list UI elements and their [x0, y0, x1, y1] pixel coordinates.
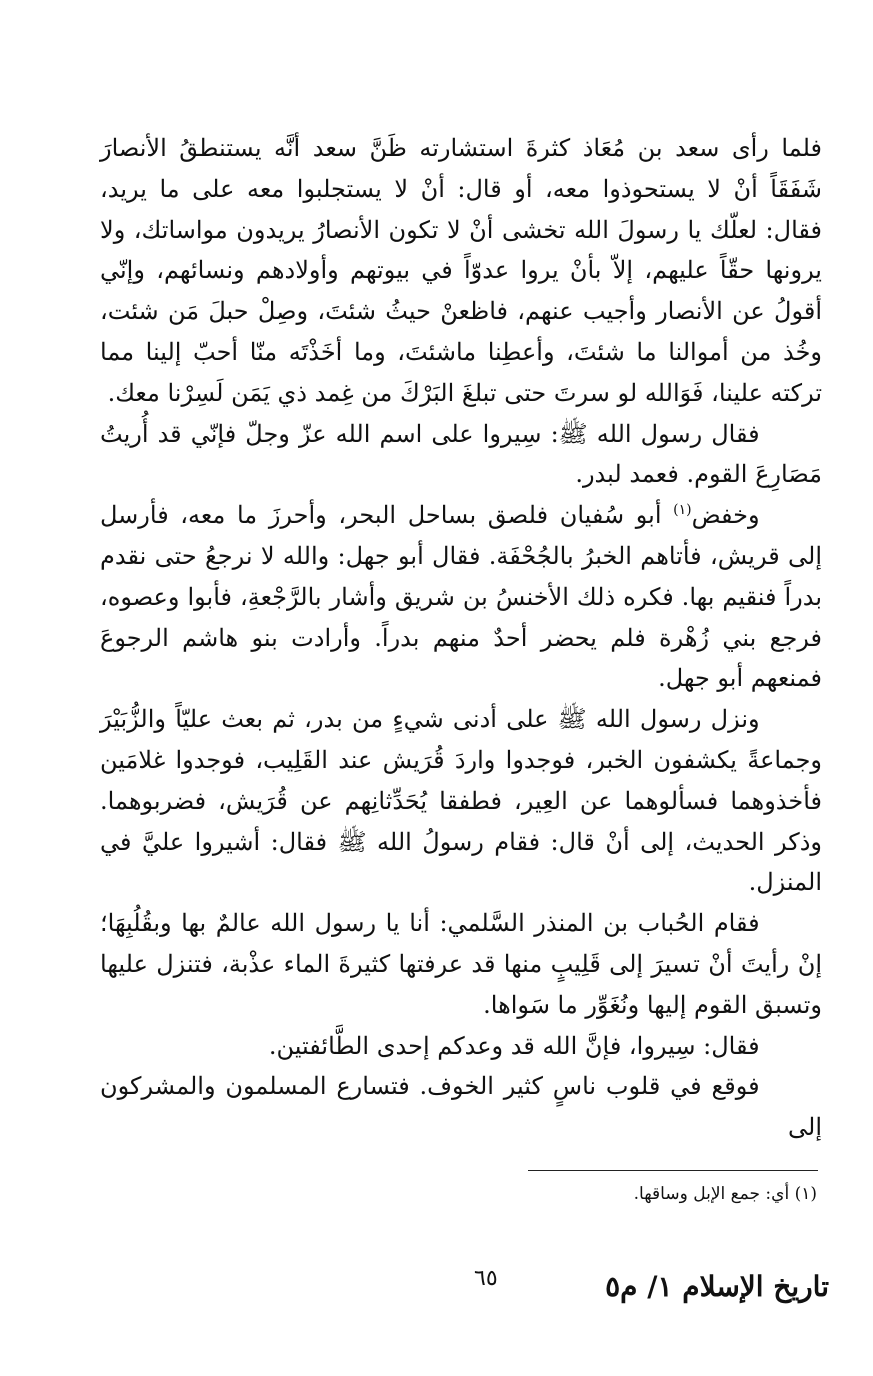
paragraph-3-text: أبو سُفيان فلصق بساحل البحر، وأحرزَ ما معه، فأرسل إلى قريش، فأتاهم الخبرُ بالجُحْفَة. فقال أبو جهل: والله لا نرجعُ حتى نقدم بدراً فنقيم بها. فكره ذلك الأخنسُ بن شريق وأشار بالرَّجْعةِ، فأبوا وعصوه، فرجع بني زُهْرة فلم يحضر أحدٌ منهم بدراً. وأرادت بنو هاشم الرجوعَ فمنعهم أبو جهل.	[100, 501, 822, 693]
paragraph-3	[100, 495, 822, 699]
paragraph-2: فقال رسول الله ﷺ: سِيروا على اسم الله عزّ وجلّ فإنّي قد أُريتُ مَصَارِعَ القوم. فعمد لبدر.	[100, 419, 822, 489]
paragraph-3-lead: وخفض	[691, 501, 760, 530]
page-number: ٦٥	[474, 1266, 498, 1291]
footnote-divider	[528, 1170, 818, 1171]
paragraph-5: فقام الحُباب بن المنذر السَّلمي: أنا يا رسول الله عالمٌ بها وبقُلُبِهَا؛ إنْ رأيتَ أنْ تسيرَ إلى قَلِيبٍ منها قد عرفتها كثيرةَ الماء عذْبة، فتنزل عليها وتسبق القوم إليها ونُغَوِّر ما سَواها.	[100, 909, 823, 1019]
paragraph-1: فلما رأى سعد بن مُعَاذ كثرةَ استشارته ظَنَّ سعد أنَّه يستنطقُ الأنصارَ شَفَقَاً أنْ لا يستحوذوا معه، أو قال: أنْ لا يستجلبوا معه على ما يريد، فقال: لعلّك يا رسولَ الله تخشى أنْ لا تكون الأنصارُ يريدون مواساتك، ولا يرونها حقّاً عليهم، إلاّ بأنْ يروا عدوّاً في بيوتهم وأولادهم ونسائهم، وإنّي أقولُ عن الأنصار وأجيب عنهم، فاظعنْ حيثُ شئتَ، وصِلْ حبلَ مَن شئت، وخُذ من أموالنا ما شئتَ، وأعطِنا ماشئتَ، وما أخَذْتَه منّا أحبّ إلينا مما تركته علينا، فَوَالله لو سرتَ حتى تبلغَ البَرْكَ من غِمد ذي يَمَن لَسِرْنا معك.	[100, 134, 822, 407]
paragraph-6: فقال: سِيروا، فإنَّ الله قد وعدكم إحدى الطَّائفتين.	[268, 1031, 760, 1060]
paragraph-7: فوقع في قلوب ناسٍ كثير الخوف. فتسارع المسلمون والمشركون إلى	[100, 1072, 822, 1142]
book-signature: تاريخ الإسلام ١/ م٥	[605, 1270, 829, 1303]
footnote-marker: (١)	[673, 502, 692, 519]
footnote: (١) أي: جمع الإبل وساقها.	[633, 1184, 817, 1204]
paragraph-4: ونزل رسول الله ﷺ على أدنى شيءٍ من بدر، ثم بعث عليّاً والزُّبَيْرَ وجماعةً يكشفون الخبر، فوجدوا واردَ قُرَيش عند القَلِيب، فوجدوا غلامَين فأخذوهما فسألوهما عن العِير، فطفقا يُحَدِّثانِهم عن قُرَيش، فضربوهما. وذكر الحديث، إلى أنْ قال: فقام رسولُ الله ﷺ فقال: أشيروا عليَّ في المنزل.	[100, 705, 823, 897]
main-text	[100, 128, 822, 1148]
